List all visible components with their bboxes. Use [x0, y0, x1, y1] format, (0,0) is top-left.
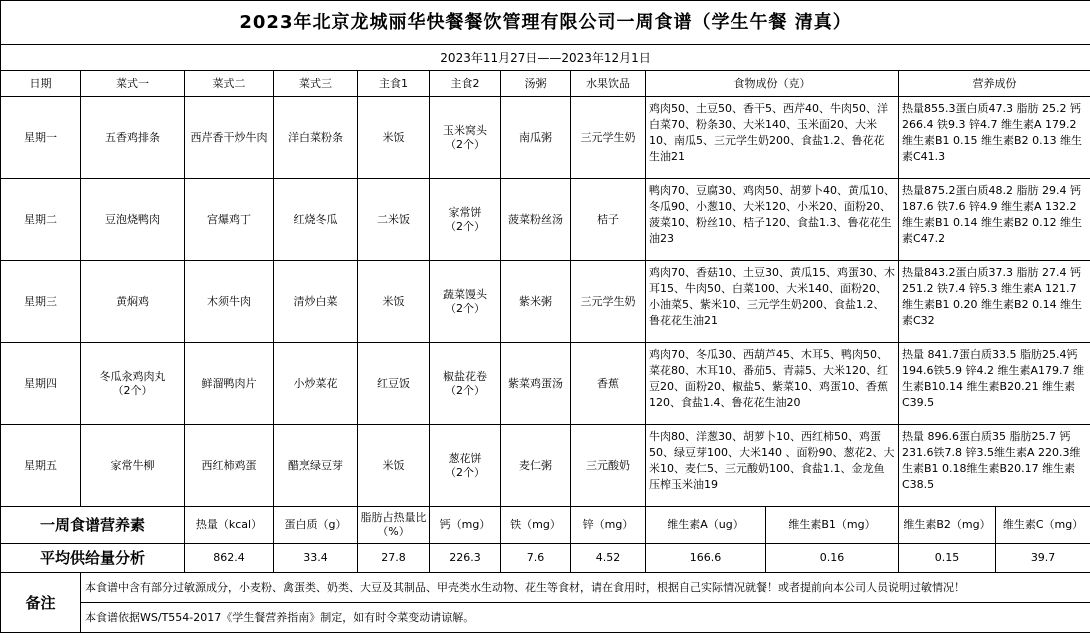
nutrient-header-row	[1, 507, 1090, 544]
fruit-cell: 三元酸奶	[571, 425, 646, 507]
notes-label: 备注	[1, 573, 81, 633]
staple1-cell: 红豆饭	[358, 343, 430, 425]
staple2-cell: 玉米窝头 （2个）	[430, 97, 501, 179]
dish2-cell: 鲜溜鸭肉片	[185, 343, 274, 425]
header-dish2: 菜式二	[185, 71, 274, 97]
note-row-2	[1, 603, 1090, 633]
dish2-cell: 宫爆鸡丁	[185, 179, 274, 261]
dish1-cell: 豆泡烧鸭肉	[81, 179, 185, 261]
dish1-cell: 家常牛柳	[81, 425, 185, 507]
avg-value: 4.52	[571, 544, 646, 573]
avg-value: 0.16	[766, 544, 899, 573]
dish3-cell: 清炒白菜	[274, 261, 358, 343]
header-fruit: 水果饮品	[571, 71, 646, 97]
staple1-cell: 米饭	[358, 425, 430, 507]
avg-value: 33.4	[274, 544, 358, 573]
staple2-cell: 蔬菜馒头 （2个）	[430, 261, 501, 343]
ingredients-cell: 鸡肉50、土豆50、香干5、西芹40、牛肉50、洋白菜70、粉条30、大米140、玉米面20、大米10、南瓜5、三元学生奶200、食盐1.2、鲁花花生油21	[646, 97, 899, 179]
day-row-friday	[1, 425, 1090, 507]
header-soup: 汤粥	[501, 71, 571, 97]
nutrition-cell: 热量843.2蛋白质37.3 脂肪 27.4 钙 251.2 铁7.4 锌5.3 维生素A 121.7 维生素B1 0.20 维生素B2 0.14 维生素C32	[899, 261, 1090, 343]
dish2-cell: 西芹香干炒牛肉	[185, 97, 274, 179]
fruit-cell: 三元学生奶	[571, 97, 646, 179]
dish2-cell: 木须牛肉	[185, 261, 274, 343]
nutrient-header: 铁（mg）	[501, 507, 571, 544]
note-row-1	[1, 573, 1090, 603]
staple1-cell: 米饭	[358, 261, 430, 343]
nutrition-cell: 热量875.2蛋白质48.2 脂肪 29.4 钙 187.6 铁7.6 锌4.9 维生素A 132.2 维生素B1 0.14 维生素B2 0.12 维生素C47.2	[899, 179, 1090, 261]
dish1-cell: 五香鸡排条	[81, 97, 185, 179]
menu-title: 2023年北京龙城丽华快餐餐饮管理有限公司一周食谱（学生午餐 清真）	[1, 1, 1090, 45]
dish3-cell: 红烧冬瓜	[274, 179, 358, 261]
header-nutrition: 营养成份	[899, 71, 1090, 97]
soup-cell: 紫米粥	[501, 261, 571, 343]
staple1-cell: 米饭	[358, 97, 430, 179]
nutrition-cell: 热量 841.7蛋白质33.5 脂肪25.4钙194.6铁5.9 锌4.2 维生素A179.7 维生素B10.14 维生素B20.21 维生素C39.5	[899, 343, 1090, 425]
dish2-cell: 西红柿鸡蛋	[185, 425, 274, 507]
day-label: 星期四	[1, 343, 81, 425]
soup-cell: 麦仁粥	[501, 425, 571, 507]
date-range: 2023年11月27日——2023年12月1日	[1, 45, 1090, 71]
day-label: 星期二	[1, 179, 81, 261]
day-row-tuesday	[1, 179, 1090, 261]
avg-value: 27.8	[358, 544, 430, 573]
header-dish1: 菜式一	[81, 71, 185, 97]
header-ingredients: 食物成份（克）	[646, 71, 899, 97]
soup-cell: 菠菜粉丝汤	[501, 179, 571, 261]
day-row-wednesday	[1, 261, 1090, 343]
avg-value: 7.6	[501, 544, 571, 573]
nutrient-header: 维生素C（mg）	[996, 507, 1090, 544]
day-row-thursday	[1, 343, 1090, 425]
nutrient-header: 锌（mg）	[571, 507, 646, 544]
nutrient-header: 维生素B2（mg）	[899, 507, 996, 544]
dish3-cell: 小炒菜花	[274, 343, 358, 425]
dish3-cell: 醋烹绿豆芽	[274, 425, 358, 507]
avg-value: 862.4	[185, 544, 274, 573]
avg-value: 39.7	[996, 544, 1090, 573]
fruit-cell: 桔子	[571, 179, 646, 261]
header-dish3: 菜式三	[274, 71, 358, 97]
allergen-note: 本食谱中含有部分过敏源成分，小麦粉、禽蛋类、奶类、大豆及其制品、甲壳类水生动物、花生等食材，请在食用时，根据自己实际情况就餐！或者提前向本公司人员说明过敏情况！	[81, 573, 1090, 603]
ingredients-cell: 鸡肉70、冬瓜30、西葫芦45、木耳5、鸭肉50、菜花80、木耳10、番茄5、青蒜5、大米120、红豆20、面粉20、椒盐5、紫菜10、鸡蛋10、香蕉120、食盐1.4、鲁花花生油20	[646, 343, 899, 425]
soup-cell: 紫菜鸡蛋汤	[501, 343, 571, 425]
avg-value: 226.3	[430, 544, 501, 573]
nutrition-cell: 热量855.3蛋白质47.3 脂肪 25.2 钙 266.4 铁9.3 锌4.7 维生素A 179.2 维生素B1 0.15 维生素B2 0.13 维生素C41.3	[899, 97, 1090, 179]
average-row	[1, 544, 1090, 573]
header-date: 日期	[1, 71, 81, 97]
avg-label: 平均供给量分析	[1, 544, 185, 573]
ingredients-cell: 鸭肉70、豆腐30、鸡肉50、胡萝卜40、黄瓜10、冬瓜90、小葱10、大米120、小米20、面粉20、菠菜10、粉丝10、桔子120、食盐1.3、鲁花花生油23	[646, 179, 899, 261]
staple2-cell: 葱花饼 （2个）	[430, 425, 501, 507]
nutrient-header: 钙（mg）	[430, 507, 501, 544]
ingredients-cell: 鸡肉70、香菇10、土豆30、黄瓜15、鸡蛋30、木耳15、牛肉50、白菜100、大米140、面粉20、小油菜5、紫米10、三元学生奶200、食盐1.2、鲁花花生油21	[646, 261, 899, 343]
nutrient-header: 热量（kcal）	[185, 507, 274, 544]
day-row-monday	[1, 97, 1090, 179]
day-label: 星期三	[1, 261, 81, 343]
fruit-cell: 三元学生奶	[571, 261, 646, 343]
avg-value: 166.6	[646, 544, 766, 573]
soup-cell: 南瓜粥	[501, 97, 571, 179]
summary-label: 一周食谱营养素	[1, 507, 185, 544]
ingredients-cell: 牛肉80、洋葱30、胡萝卜10、西红柿50、鸡蛋50、绿豆芽100、大米140 、面粉90、葱花2、大米10、麦仁5、三元酸奶100、食盐1.1、金龙鱼压榨玉米油19	[646, 425, 899, 507]
header-staple2: 主食2	[430, 71, 501, 97]
nutrient-header: 脂肪占热量比（%）	[358, 507, 430, 544]
dish3-cell: 洋白菜粉条	[274, 97, 358, 179]
day-label: 星期五	[1, 425, 81, 507]
staple2-cell: 椒盐花卷 （2个）	[430, 343, 501, 425]
nutrient-header: 维生素A（ug）	[646, 507, 766, 544]
day-label: 星期一	[1, 97, 81, 179]
dish1-cell: 冬瓜汆鸡肉丸 （2个）	[81, 343, 185, 425]
avg-value: 0.15	[899, 544, 996, 573]
standard-note: 本食谱依据WS/T554-2017《学生餐营养指南》制定，如有时令菜变动请谅解。	[81, 603, 1090, 633]
nutrition-cell: 热量 896.6蛋白质35 脂肪25.7 钙231.6铁7.8 锌3.5维生素A 220.3维生素B1 0.18维生素B20.17 维生素C38.5	[899, 425, 1090, 507]
fruit-cell: 香蕉	[571, 343, 646, 425]
dish1-cell: 黄焖鸡	[81, 261, 185, 343]
staple2-cell: 家常饼 （2个）	[430, 179, 501, 261]
header-staple1: 主食1	[358, 71, 430, 97]
staple1-cell: 二米饭	[358, 179, 430, 261]
nutrient-header: 维生素B1（mg）	[766, 507, 899, 544]
header-row	[1, 71, 1090, 97]
nutrient-header: 蛋白质（g）	[274, 507, 358, 544]
